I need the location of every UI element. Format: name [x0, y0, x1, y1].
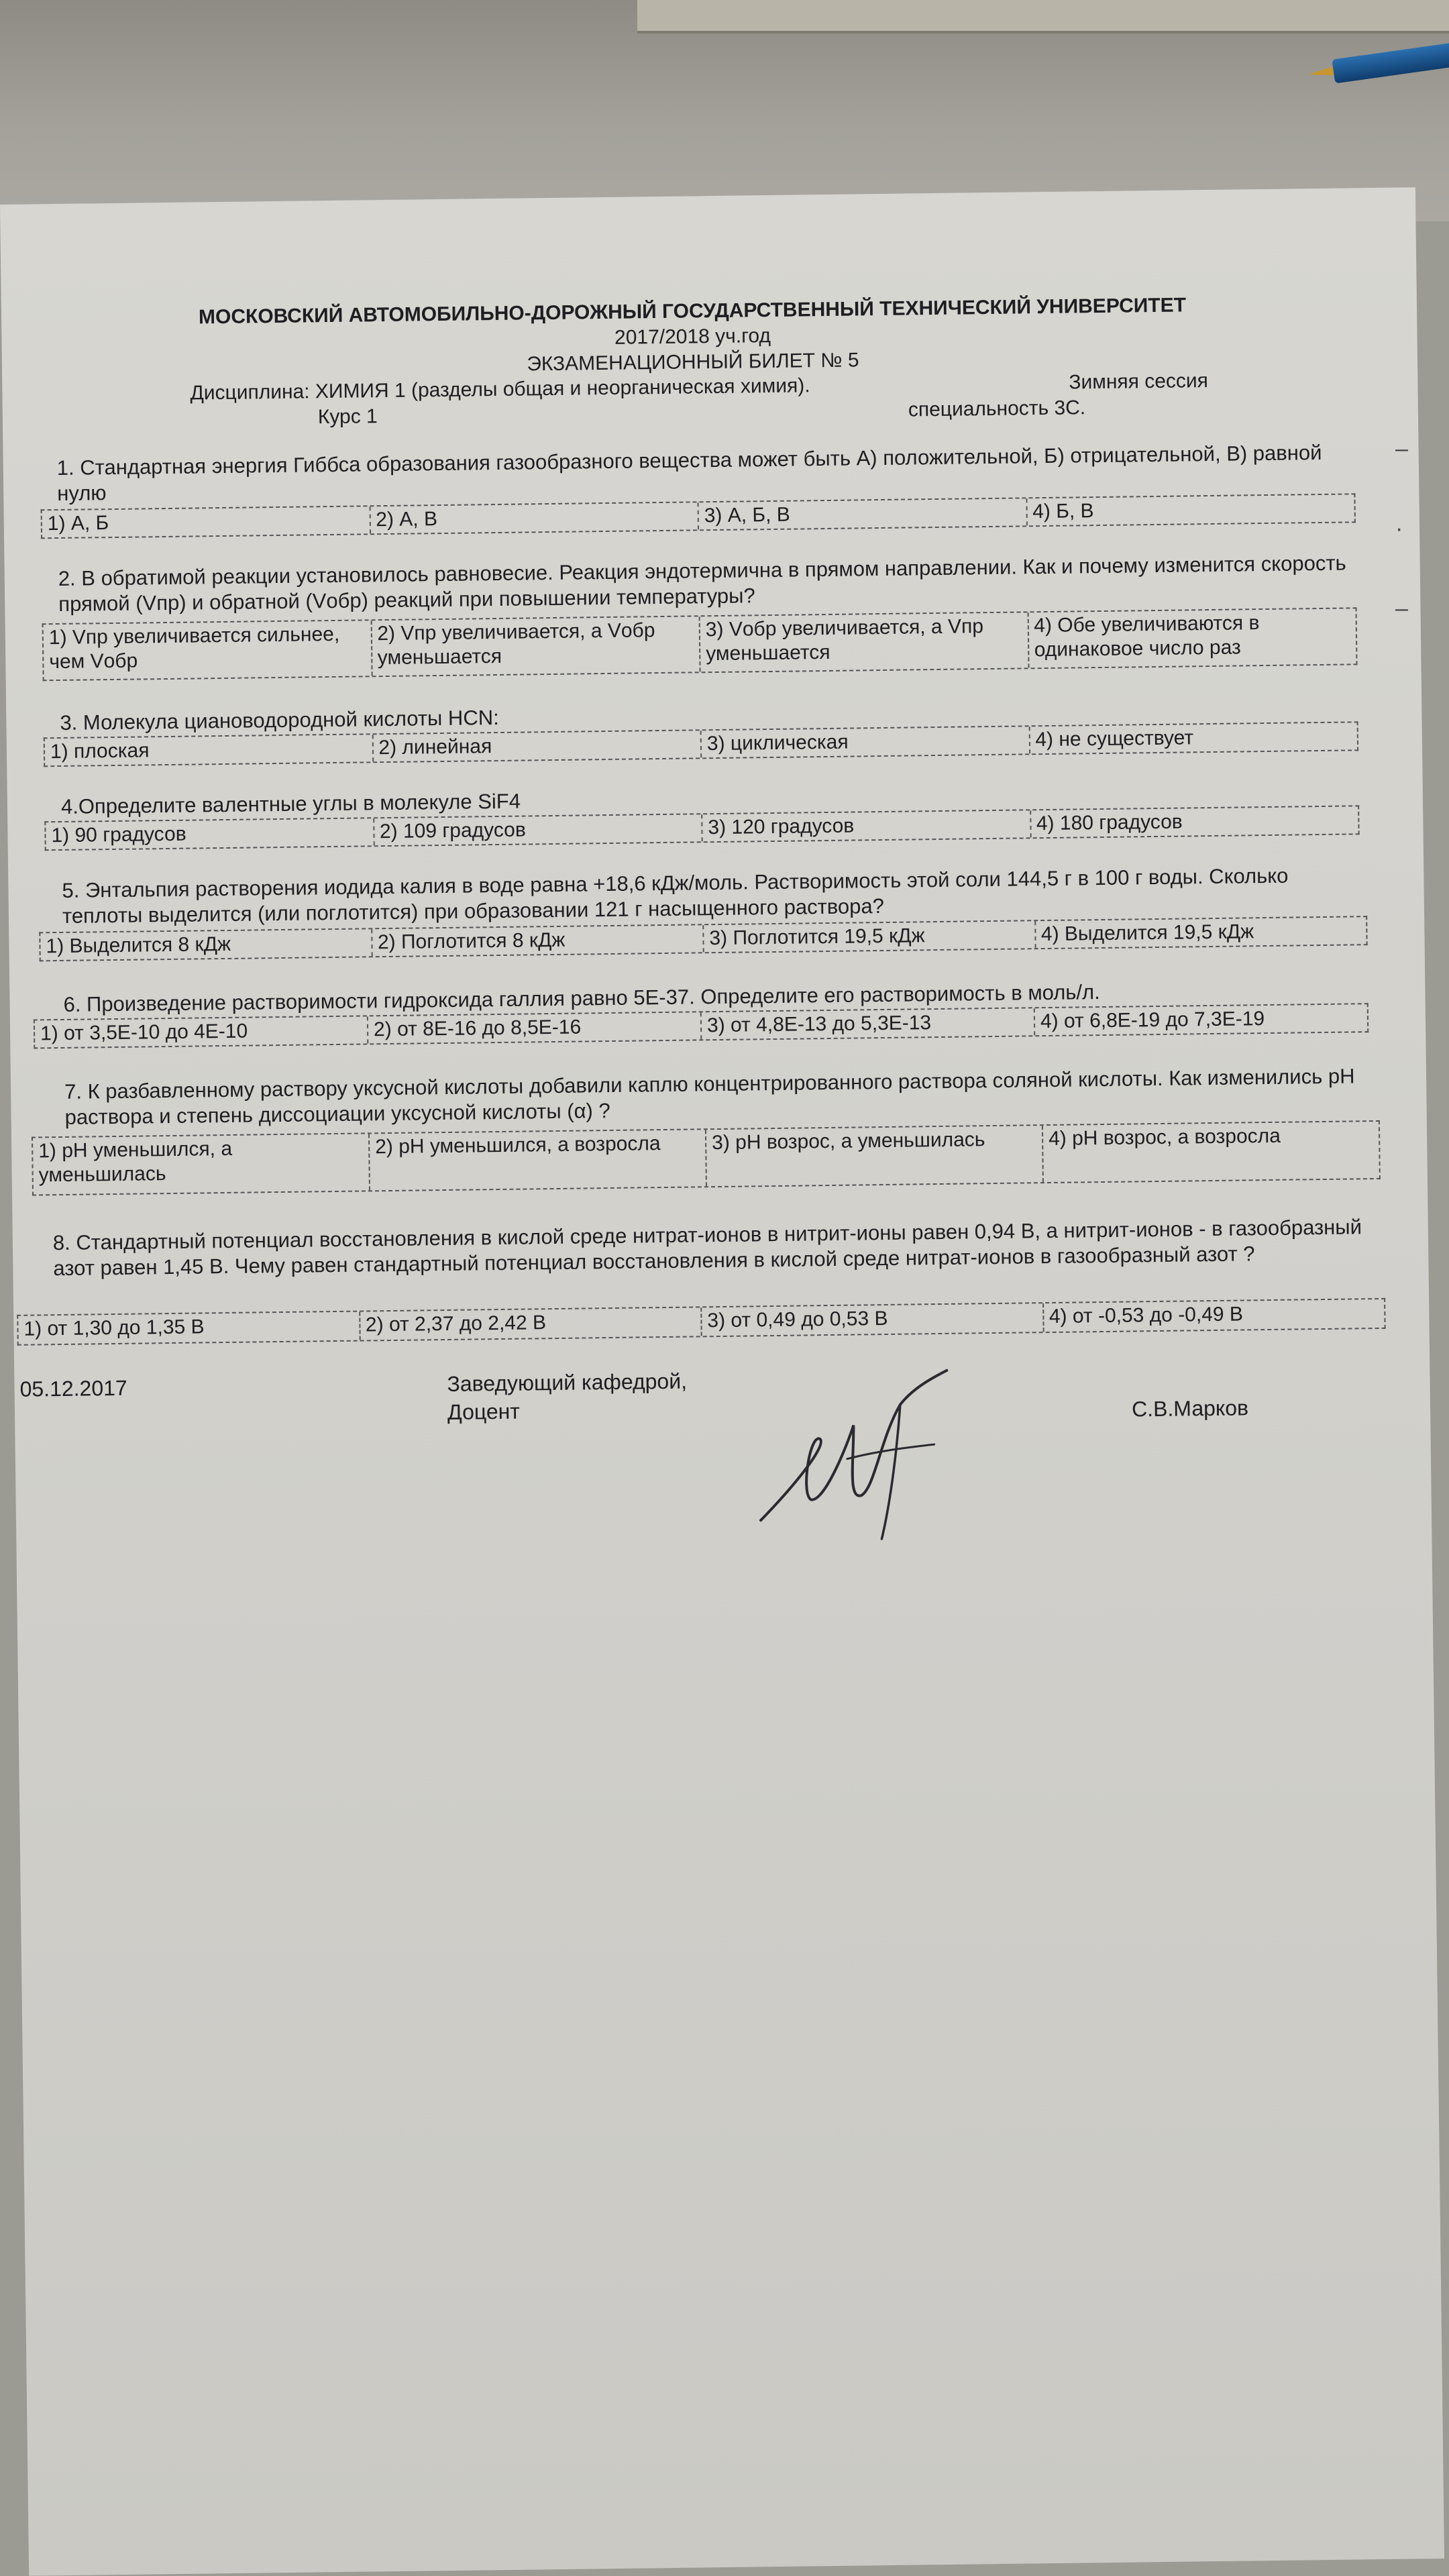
university-title: МОСКОВСКИЙ АВТОМОБИЛЬНО-ДОРОЖНЫЙ ГОСУДАРСТВЕННЫЙ ТЕХНИЧЕСКИЙ УНИВЕРСИТЕТ [198, 294, 1187, 329]
question-1: 1. Стандартная энергия Гиббса образования газообразного вещества может быть А) положительной, Б) отрицательной, В) равной нулю [56, 440, 1322, 505]
answer-option[interactable]: 2) рН уменьшился, а возросла [368, 1130, 706, 1190]
answer-option[interactable]: 3) рН возрос, а уменьшилась [705, 1126, 1042, 1186]
answer-option[interactable]: 4) от 6,8Е-19 до 7,3Е-19 [1034, 1004, 1367, 1035]
academic-year: 2017/2018 уч.год [614, 324, 771, 349]
question-8: 8. Стандартный потенциал восстановления в кислой среде нитрат-ионов в нитрит-ионы равен 0,94 В, а нитрит-ионов - в газообразный азот равен 1,45 В. Чему равен стандартный потенциал восстановления в кислой среде нитрат-ионов в газообразный азот ? [52, 1215, 1362, 1281]
answer-option[interactable]: 3) 120 градусов [701, 810, 1030, 841]
book-edge [637, 0, 1449, 34]
answer-option[interactable]: 3) А, Б, В [698, 498, 1026, 529]
question-2: 2. В обратимой реакции установилось равновесие. Реакция эндотермична в прямом направлении. Как и почему изменится скорость прямой (Vпр) и обратной (Vобр) реакций при повышении температуры? [58, 551, 1346, 616]
exam-sheet [0, 187, 1444, 2576]
answer-option[interactable]: 2) Поглотится 8 кДж [371, 925, 703, 956]
answer-option[interactable]: 4) 180 градусов [1030, 806, 1358, 837]
answer-option[interactable]: 2) от 8Е-16 до 8,5Е-16 [367, 1012, 700, 1043]
answer-option[interactable]: 1) от 3,5Е-10 до 4Е-10 [40, 1020, 248, 1045]
signatory-name: С.В.Марков [1131, 1395, 1249, 1421]
position-line-2: Доцент [447, 1399, 521, 1424]
answer-option[interactable]: 3) от 0,49 до 0,53 В [700, 1303, 1042, 1336]
answer-option[interactable]: 1) А, Б [47, 512, 109, 535]
answer-option[interactable]: 4) Выделится 19,5 кДж [1034, 917, 1366, 948]
discipline-line: Дисциплина: ХИМИЯ 1 (разделы общая и неорганическая химия). [190, 374, 810, 405]
answer-row-2 [42, 607, 1358, 681]
answer-option[interactable]: 1) плоская [50, 739, 150, 763]
question-4: 4.Определите валентные углы в молекуле SiF4 [60, 789, 521, 818]
answer-option[interactable]: 3) от 4,8Е-13 до 5,3Е-13 [700, 1008, 1034, 1039]
answer-option[interactable]: 2) Vпр увеличивается, а Vобр уменьшается [370, 616, 699, 676]
question-7: 7. К разбавленному раствору уксусной кислоты добавили каплю концентрированного раствора соляной кислоты. Как изменились рН раствора и степень диссоциации уксусной кислоты (α) ? [64, 1064, 1355, 1129]
signatory-position [447, 1367, 687, 1426]
answer-option[interactable]: 4) не существует [1028, 722, 1357, 753]
specialty-label: специальность 3С. [908, 396, 1086, 421]
answer-row-8 [17, 1298, 1385, 1346]
answer-option[interactable]: 1) рН уменьшился, а уменьшилась [38, 1137, 233, 1187]
exam-date: 05.12.2017 [19, 1375, 127, 1401]
ticket-title: ЭКЗАМЕНАЦИОННЫЙ БИЛЕТ № 5 [527, 349, 859, 376]
answer-option[interactable]: 3) циклическая [700, 727, 1029, 757]
answer-option[interactable]: 2) от 2,37 до 2,42 В [359, 1307, 701, 1340]
answer-option[interactable]: 1) от 1,30 до 1,35 В [23, 1316, 205, 1340]
answer-option[interactable]: 1) Vпр увеличивается сильнее, чем Vобр [48, 623, 340, 674]
answer-option[interactable]: 2) линейная [372, 731, 700, 761]
answer-option[interactable]: 2) 109 градусов [373, 814, 702, 845]
answer-row-7 [32, 1120, 1381, 1196]
question-5: 5. Энтальпия растворения иодида калия в воде равна +18,6 кДж/моль. Растворимость этой соли 144,5 г в 100 г воды. Сколько теплоты выделится (или поглотится) при образовании 121 г насыщенного раствора? [62, 863, 1289, 928]
answer-option[interactable]: 1) Выделится 8 кДж [46, 932, 231, 958]
session-label: Зимняя сессия [1069, 370, 1209, 394]
answer-option[interactable]: 4) Б, В [1026, 494, 1354, 525]
answer-option[interactable]: 4) от -0,53 до -0,49 В [1042, 1299, 1385, 1332]
answer-option[interactable]: 2) А, В [369, 502, 698, 533]
question-6: 6. Произведение растворимости гидроксида галлия равно 5Е-37. Определите его растворимость в моль/л. [63, 980, 1100, 1016]
margin-marks: – · – [1395, 436, 1408, 621]
answer-option[interactable]: 4) рН возрос, а возросла [1042, 1122, 1379, 1182]
answer-option[interactable]: 4) Обе увеличиваются в одинаковое число раз [1027, 608, 1356, 667]
question-3: 3. Молекула циановодородной кислоты HCN: [60, 705, 499, 735]
course-label: Курс 1 [317, 405, 378, 429]
answer-option[interactable]: 1) 90 градусов [51, 822, 186, 847]
answer-option[interactable]: 3) Поглотится 19,5 кДж [702, 921, 1034, 952]
answer-option[interactable]: 3) Vобр увеличивается, а Vпр уменьшается [699, 612, 1028, 672]
signature-icon [745, 1363, 976, 1567]
position-line-1: Заведующий кафедрой, [447, 1368, 688, 1396]
